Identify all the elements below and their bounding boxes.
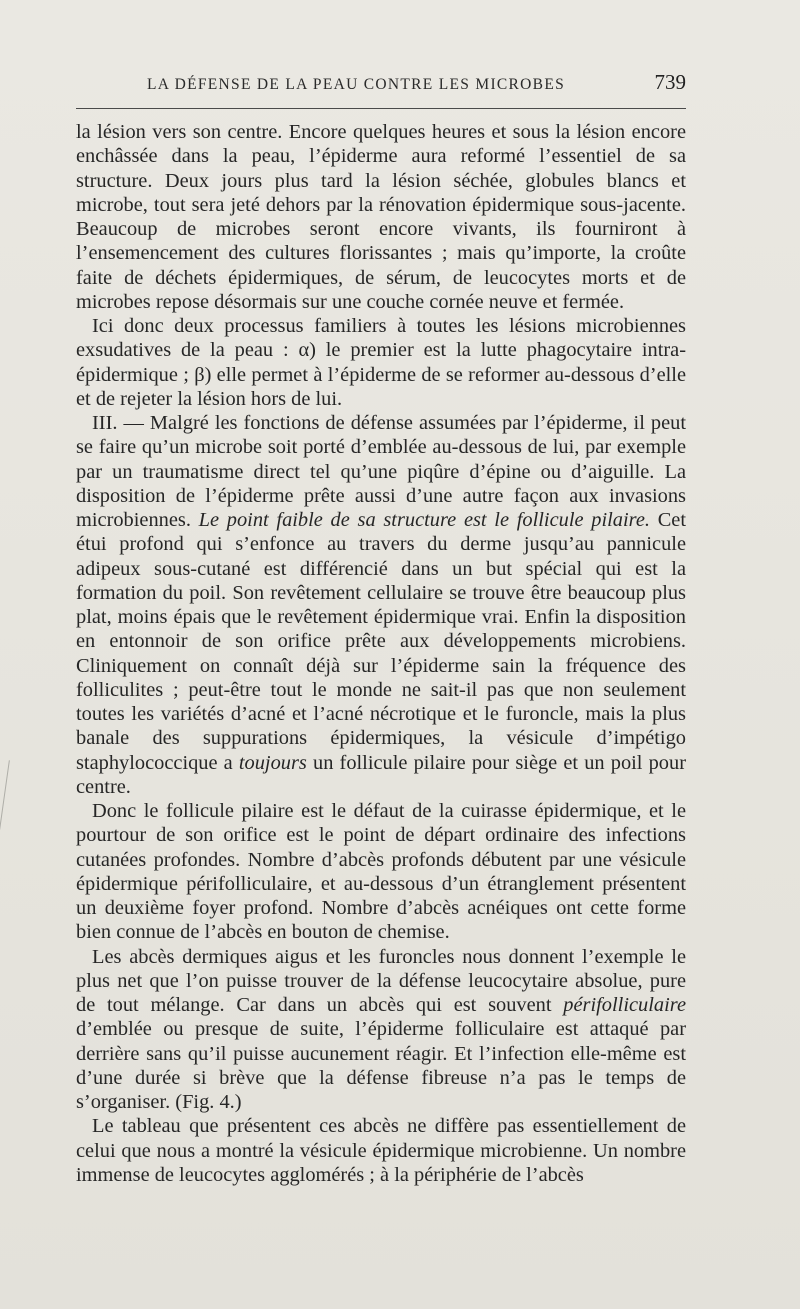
- paragraph: [76, 945, 686, 1115]
- text-run: Donc le follicule pilaire est le défaut de la cuirasse épidermique, et le pourtour de son orifice est le point de départ ordinaire des infections cutanées profondes. Nombre d’abcès profonds débutent par une vésicule épidermique périfolliculaire, et au-dessous d’un étranglement présentent un deuxième foyer profond. Nombre d’abcès acnéiques ont cette forme bien connue de l’abcès en bouton de chemise.: [76, 800, 686, 944]
- italic-text-run: toujours: [238, 751, 307, 774]
- paper-crease-mark: [0, 760, 10, 829]
- italic-text-run: périfolliculaire: [563, 994, 686, 1016]
- text-run: d’emblée ou presque de suite, l’épiderme folliculaire est attaqué par derrière sans qu’il puisse aucunement réagir. Et l’infection elle-même est d’une durée si brève que la défense fibreuse n’a pas le temps de s’organiser. (Fig. 4.): [76, 1018, 686, 1113]
- paragraph: [76, 411, 686, 799]
- paragraph: [76, 314, 686, 411]
- paragraph: [76, 799, 686, 945]
- text-run: III. — Malgré les fonctions de défense assumées par l’épiderme, il peut se faire qu’un microbe soit porté d’emblée au-dessous de lui, par exemple par un traumatisme direct tel qu’une piqûre d’épine ou d’aiguille. La disposition de l’épiderme prête aussi d’une autre façon aux invasions microbiennes.: [76, 412, 686, 531]
- text-run: la lésion vers son centre. Encore quelques heures et sous la lésion encore enchâssée dans la peau, l’épiderme aura reformé l’essentiel de sa structure. Deux jours plus tard la lésion séchée, globules blancs et microbe, tout sera jeté dehors par la rénovation épidermique sous-jacente. Beaucoup de microbes seront encore vivants, ils fourniront à l’ensemencement des cultures florissantes ; mais qu’importe, la croûte faite de déchets épidermiques, de sérum, de leucocytes morts et de microbes repose désormais sur une couche cornée neuve et fermée.: [76, 121, 686, 313]
- text-run: Ici donc deux processus familiers à toutes les lésions microbiennes exsudatives de la peau : α) le premier est la lutte phagocytaire intra-épidermique ; β) elle permet à l’épiderme de se reformer au-dessous d’elle et de rejeter la lésion hors de lui.: [76, 315, 686, 410]
- running-title: LA DÉFENSE DE LA PEAU CONTRE LES MICROBES: [147, 76, 566, 93]
- paragraph: [76, 1114, 686, 1187]
- page-number: 739: [654, 70, 686, 94]
- text-run: Les abcès dermiques aigus et les furoncles nous donnent l’exemple le plus net que l’on puisse trouver de la défense leucocytaire absolue, pure de tout mélange. Car dans un abcès qui est souvent: [76, 945, 686, 1016]
- text-run: Le tableau que présentent ces abcès ne diffère pas essentiellement de celui que nous a montré la vésicule épidermique microbienne. Un nombre immense de leucocytes agglomérés ; à la périphérie de l’abcès: [76, 1115, 686, 1186]
- page-header: [76, 70, 686, 100]
- italic-text-run: Le point faible de sa structure est le follicule pilaire.: [198, 509, 650, 531]
- text-run: Cet étui profond qui s’enfonce au travers du derme jusqu’au pannicule adipeux sous-cutané est différencié dans un but spécial qui est la formation du poil. Son revêtement cellulaire se trouve être beaucoup plus plat, moins épais que le revêtement épidermique vrai. Enfin la disposition en entonnoir de son orifice prête aux développements microbiens. Cliniquement on connaît déjà sur l’épiderme sain la fréquence des folliculites ; peut-être tout le monde ne sait-il pas que non seulement toutes les variétés d’acné et l’acné nécrotique et le furoncle, mais la plus banale des suppurations épidermiques, la vésicule d’impétigo staphylococcique a: [76, 509, 687, 774]
- text-run: un follicule pilaire pour siège et un poil pour centre.: [76, 751, 686, 798]
- body-text: [76, 120, 686, 1187]
- paragraph: [76, 120, 686, 314]
- header-rule: [76, 108, 686, 109]
